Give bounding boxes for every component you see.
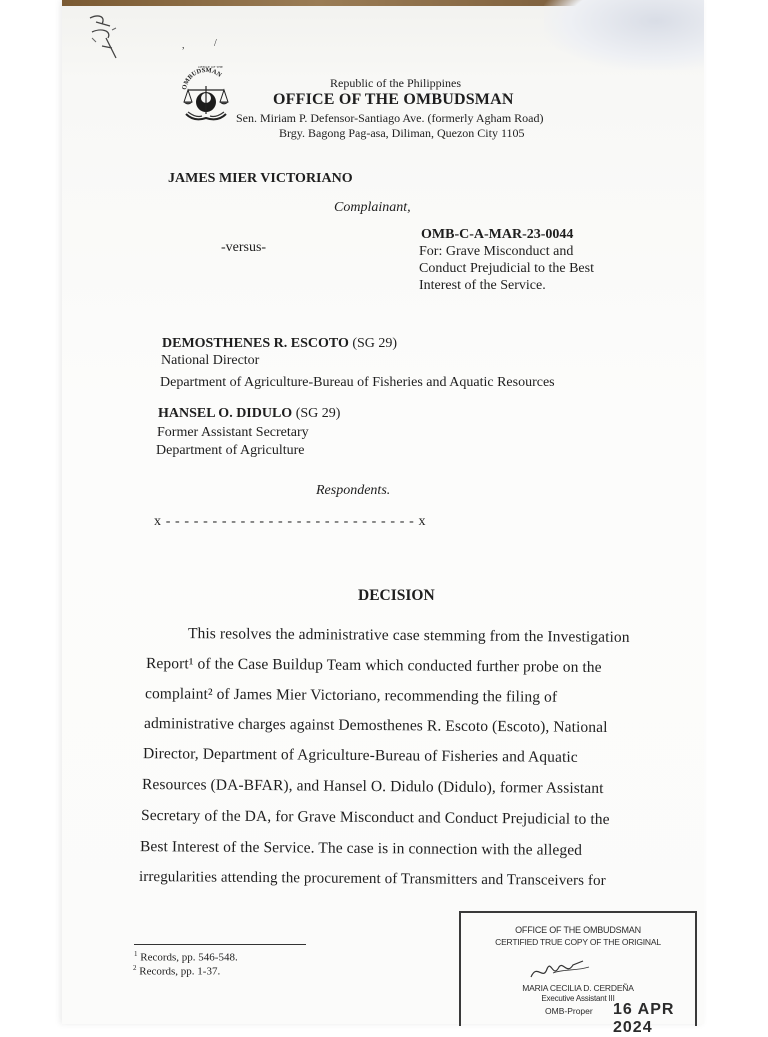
stamp-signatory-title: Executive Assistant III: [541, 994, 615, 1003]
respondents-label: Respondents.: [316, 483, 391, 498]
case-charge-line: Conduct Prejudicial to the Best: [419, 261, 594, 276]
footnote-rule: [134, 944, 306, 945]
footnote-1: [134, 950, 238, 964]
case-charge-line: Interest of the Service.: [419, 278, 546, 293]
complainant-name: JAMES MIER VICTORIANO: [168, 171, 353, 186]
stamp-date: 16 APR 2024: [613, 1001, 675, 1036]
pen-mark: /: [214, 38, 217, 49]
respondent-grade: (SG 29): [292, 406, 341, 421]
stamp-signatory-name: MARIA CECILIA D. CERDEÑA: [522, 983, 634, 993]
case-number: OMB-C-A-MAR-23-0044: [421, 227, 574, 242]
stamp-unit: OMB-Proper: [545, 1006, 593, 1016]
body-text-line: Report¹ of the Case Buildup Team which conducted further probe on the: [145, 655, 602, 676]
caption-separator: x - - - - - - - - - - - - - - - - - - - - - - - - - - - x: [154, 514, 427, 529]
body-text-line: administrative charges against Demosthenes R. Escoto (Escoto), National: [143, 714, 608, 737]
ombudsman-seal-logo: [178, 62, 234, 130]
respondent-grade: (SG 29): [348, 336, 398, 351]
footnote-2: [133, 964, 220, 978]
header-address-line2: Brgy. Bagong Pag-asa, Diliman, Quezon City 1105: [279, 126, 525, 140]
body-text-line: Resources (DA-BFAR), and Hansel O. Didulo (Didulo), former Assistant: [141, 775, 604, 798]
footnote-text: Records, pp. 546-548.: [137, 951, 238, 964]
pen-mark: ,: [182, 40, 185, 51]
respondent-office: Department of Agriculture-Bureau of Fisheries and Aquatic Resources: [160, 375, 555, 390]
footnote-text: Records, pp. 1-37.: [136, 965, 221, 978]
stamp-office: OFFICE OF THE OMBUDSMAN: [515, 925, 641, 935]
body-text-line: irregularities attending the procurement of Transmitters and Transceivers for: [138, 868, 606, 890]
respondent-2-header: [158, 406, 340, 422]
body-text-line: Director, Department of Agriculture-Bureau of Fisheries and Aquatic: [142, 745, 578, 766]
respondent-position: Former Assistant Secretary: [157, 425, 309, 440]
respondent-name: DEMOSTHENES R. ESCOTO: [162, 336, 349, 351]
complainant-label: Complainant,: [334, 200, 411, 215]
paper-fold-shadow: [544, 0, 704, 70]
body-text-line: Best Interest of the Service. The case is in connection with the alleged: [139, 838, 583, 859]
stamp-certification: CERTIFIED TRUE COPY OF THE ORIGINAL: [495, 937, 661, 947]
respondent-1-header: [162, 336, 397, 352]
svg-text:OFFICE OF THE: OFFICE OF THE: [198, 65, 224, 69]
handwritten-signature: [523, 955, 603, 985]
svg-text:OMBUDSMAN: OMBUDSMAN: [181, 66, 223, 91]
body-text-line: complaint² of James Mier Victoriano, recommending the filing of: [144, 685, 558, 706]
footnote-mark: 1: [134, 950, 138, 958]
header-address-line1: Sen. Miriam P. Defensor-Santiago Ave. (formerly Agham Road): [236, 111, 544, 125]
case-charge-line: For: Grave Misconduct and: [419, 244, 574, 259]
respondent-name: HANSEL O. DIDULO: [158, 406, 293, 421]
body-text-line: Secretary of the DA, for Grave Misconduct and Conduct Prejudicial to the: [140, 806, 610, 829]
respondent-office: Department of Agriculture: [156, 443, 305, 458]
header-republic: Republic of the Philippines: [330, 76, 461, 90]
decision-title: DECISION: [358, 587, 435, 604]
footnote-mark: 2: [133, 964, 137, 972]
versus-label: -versus-: [221, 240, 267, 255]
respondent-position: National Director: [161, 353, 260, 368]
header-office-title: OFFICE OF THE OMBUDSMAN: [273, 91, 514, 108]
certified-true-copy-stamp: [459, 911, 697, 1036]
handwritten-mark: [72, 8, 132, 68]
body-text-line: This resolves the administrative case stemming from the Investigation: [187, 625, 630, 646]
